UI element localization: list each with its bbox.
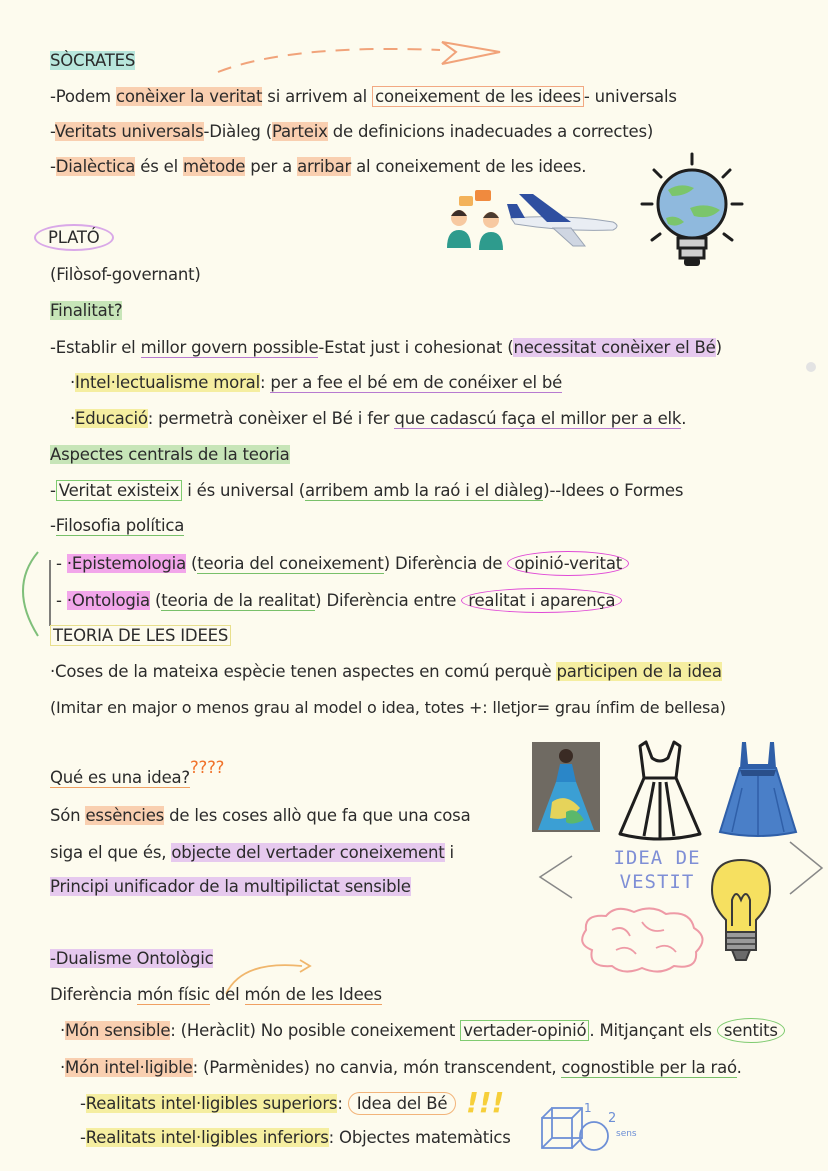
teoria-line-2: (Imitar en major o menos grau al model o idea, totes +: lletjor= grau ínfim de bellesa) bbox=[50, 698, 726, 717]
que-line-3: Principi unificador de la multipilictat sensible bbox=[50, 877, 411, 896]
socrates-line-3: -Dialèctica és el mètode per a arribar al coneixement de les idees. bbox=[50, 157, 587, 176]
brain-icon bbox=[572, 904, 712, 976]
teoria-line-1: ·Coses de la mateixa espècie tenen aspectes en comú perquè participen de la idea bbox=[50, 662, 722, 681]
people-dialog-icon bbox=[445, 188, 509, 254]
finalitat-heading: Finalitat? bbox=[50, 301, 123, 320]
dualisme-line-2: ·Món sensible: (Heràclit) No posible coneixement vertader-opinió . Mitjançant els sentits bbox=[60, 1020, 785, 1042]
svg-text:sens: sens bbox=[616, 1129, 637, 1139]
blue-dress-icon bbox=[716, 738, 800, 838]
plato-subtitle: (Filòsof-governant) bbox=[50, 265, 201, 284]
dualisme-line-3: ·Món intel·ligible: (Parmènides) no canvia, món transcendent, cognostible per la raó. bbox=[60, 1058, 742, 1077]
dress-photo bbox=[532, 742, 600, 832]
plato-line-5: -Filosofia política bbox=[50, 516, 185, 535]
globe-bulb-icon bbox=[640, 152, 744, 272]
plato-line-1: -Establir el millor govern possible-Estat just i cohesionat (necessitat conèixer el Bé) bbox=[50, 338, 722, 357]
plato-line-7: - ·Ontologia (teoria de la realitat) Diferència entre realitat i aparença bbox=[56, 590, 622, 612]
teoria-title: TEORIA DE LES IDEES bbox=[50, 625, 231, 646]
exclamation-marks: !!! bbox=[466, 1086, 505, 1119]
dualisme-line-4: -Realitats intel·ligibles superiors: Idea del Bé bbox=[80, 1093, 456, 1115]
dualisme-line-5: -Realitats intel·ligibles inferiors: Objectes matemàtics bbox=[80, 1128, 511, 1147]
scroll-indicator[interactable] bbox=[806, 362, 816, 372]
socrates-title: SÒCRATES bbox=[50, 51, 136, 70]
socrates-line-1: -Podem conèixer la veritat si arrivem al coneixement de les idees - universals bbox=[50, 87, 677, 106]
paper-plane-icon bbox=[210, 38, 510, 88]
idea-vestit-label: IDEA DE VESTIT bbox=[613, 847, 701, 893]
plato-line-4: - Veritat existeix i és universal (arribem amb la raó i el diàleg)--Idees o Formes bbox=[50, 481, 684, 500]
svg-text:1: 1 bbox=[584, 1101, 592, 1115]
dualisme-heading: -Dualisme Ontològic bbox=[50, 949, 214, 968]
que-line-1: Són essències de les coses allò que fa que una cosa bbox=[50, 806, 471, 825]
cube-sphere-icon bbox=[538, 1100, 648, 1160]
socrates-line-2: -Veritats universals-Diàleg (Parteix de definicions inadecuades a correctes) bbox=[50, 122, 654, 141]
aspectes-heading: Aspectes centrals de la teoria bbox=[50, 445, 290, 464]
que-line-2: siga el que és, objecte del vertader coneixement i bbox=[50, 843, 454, 862]
dress-outline-icon bbox=[614, 738, 706, 842]
svg-text:2: 2 bbox=[608, 1111, 617, 1126]
chevron-right-icon bbox=[786, 838, 826, 898]
que-heading: Qué es una idea????? bbox=[50, 758, 225, 787]
plato-line-3: ·Educació: permetrà conèixer el Bé i fer que cadascú faça el millor per a elk. bbox=[70, 409, 687, 428]
plato-title: PLATÓ bbox=[34, 224, 114, 251]
chevron-left-icon bbox=[536, 852, 576, 902]
airplane-icon bbox=[505, 192, 623, 248]
plato-line-2: ·Intel·lectualisme moral: per a fee el bé em de conéixer el bé bbox=[70, 373, 563, 392]
dualisme-line-1: Diferència món físic del món de les Idees bbox=[50, 985, 382, 1004]
lightbulb-icon bbox=[706, 856, 776, 966]
plato-line-6: - ·Epistemologia (teoria del coneixement) Diferència de opinió-veritat bbox=[56, 553, 629, 575]
